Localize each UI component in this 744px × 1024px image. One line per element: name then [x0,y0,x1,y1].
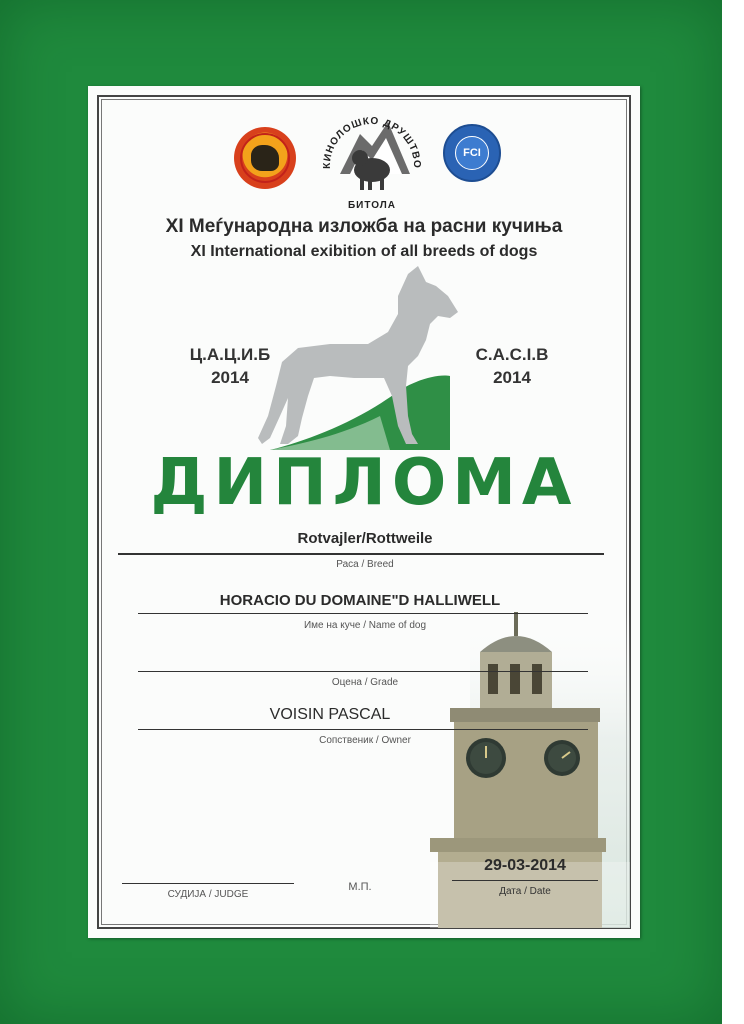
grade-line [138,671,588,672]
cacib-mk-block [180,343,280,389]
breed-value: Rotvajler/Rottweile [297,530,433,547]
cacib-en-block [462,343,562,389]
stamp-label: М.П. [348,881,372,893]
cacib-mk-year: 2014 [211,368,249,387]
fci-logo [443,124,501,182]
date-value: 29-03-2014 [484,857,566,874]
dog-name-value: HORACIO DU DOMAINE"D HALLIWELL [219,592,501,609]
club-city: БИТОЛА [347,200,397,211]
club-name-arc: КИНОЛОШКО ДРУШТВО [321,115,423,170]
cacib-en-title: C.A.C.I.B [475,345,549,364]
grade-label: Оцена / Grade [331,677,399,688]
dog-club-logo-left [234,127,296,189]
dog-name-line [138,613,588,614]
date-line [452,880,598,881]
owner-value: VOISIN PASCAL [269,706,391,723]
owner-line [138,729,588,730]
owner-label: Сопственик / Owner [319,735,411,746]
date-label: Дата / Date [499,886,551,897]
dog-name-label: Име на куче / Name of dog [303,620,427,631]
boxer-dog-silhouette [258,266,458,451]
judge-label: СУДИЈА / JUDGE [167,889,249,900]
fci-logo-text: FCI [455,136,489,170]
exhibition-title-mk: XI Меѓународна изложба на расни кучиња [165,216,563,237]
exhibition-title-en: XI International exibition of all breeds of dogs [190,243,538,260]
judge-signature-line [122,883,294,884]
dog-head-icon [251,145,279,171]
breed-label: Раса / Breed [336,559,394,570]
diploma-title: ДИПЛОМА [150,446,578,520]
kinoloshko-drustvo-logo [310,104,434,214]
cacib-en-year: 2014 [493,368,531,387]
cacib-mk-title: Ц.А.Ц.И.Б [189,345,271,364]
breed-line [118,553,604,555]
